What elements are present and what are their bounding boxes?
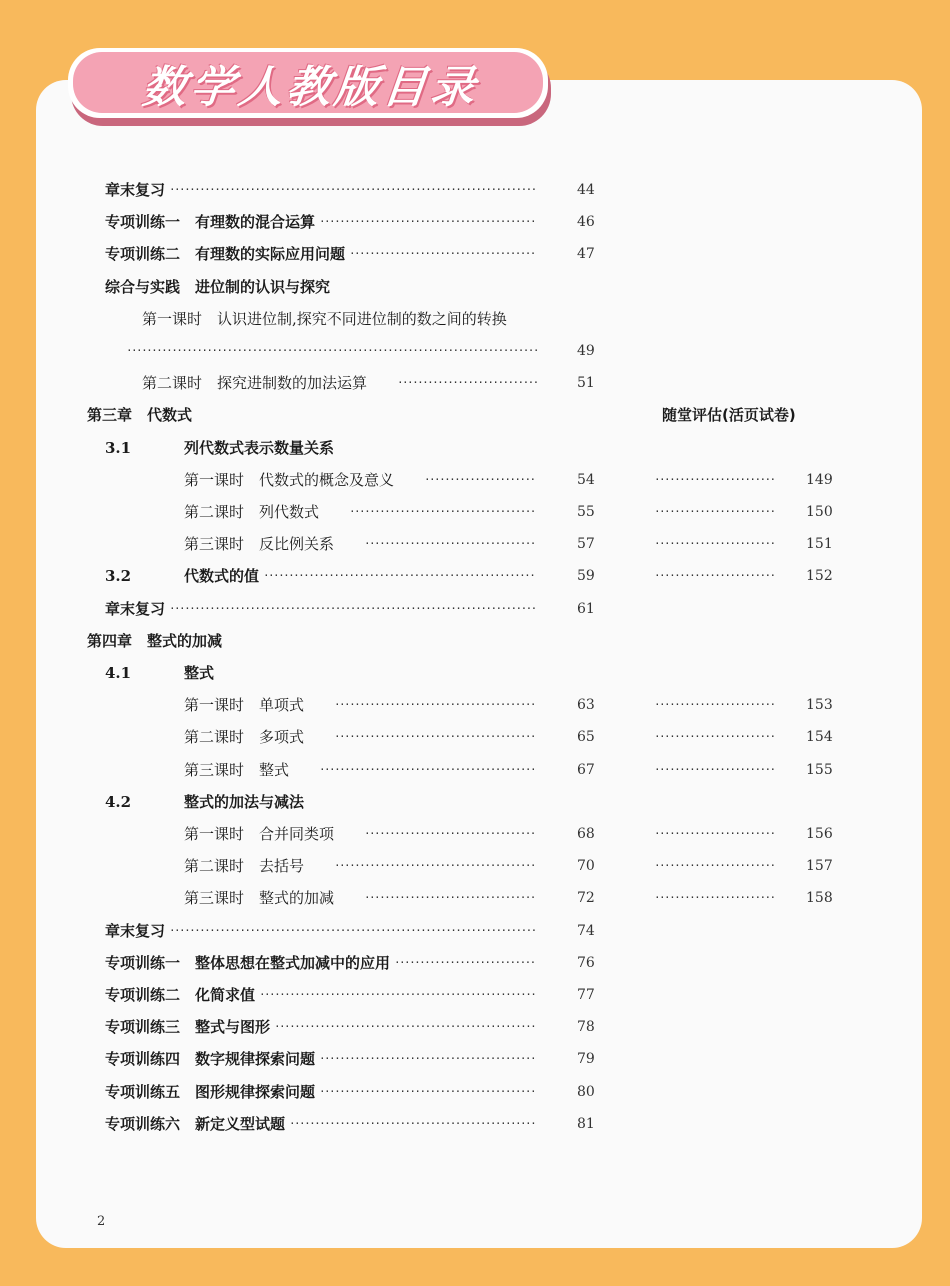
toc-entry[interactable] xyxy=(0,982,950,1008)
assessment-page-ref: 157 xyxy=(806,858,833,875)
toc-entry-label: 列代数式表示数量关系 xyxy=(184,438,335,457)
assessment-page-ref: 153 xyxy=(806,697,833,714)
leader-dots: ···························· xyxy=(397,376,538,390)
toc-entry-label: 第二课时 列代数式 xyxy=(184,503,320,521)
toc-entry-label: 第一课时 单项式 xyxy=(184,696,305,715)
toc-entry-label: 整式的加法与减法 xyxy=(184,792,305,811)
assessment-page-ref: 156 xyxy=(806,826,833,842)
assessment-page-ref: 151 xyxy=(806,536,833,553)
toc-entry[interactable] xyxy=(0,274,950,300)
page-number-ref: 44 xyxy=(577,182,595,198)
toc-entry[interactable] xyxy=(0,596,950,622)
toc-entry[interactable] xyxy=(0,1046,950,1072)
leader-dots: ················································· xyxy=(289,1116,536,1130)
toc-entry[interactable] xyxy=(0,467,950,493)
toc-entry[interactable] xyxy=(0,370,950,396)
page-number-ref: 65 xyxy=(577,729,595,746)
page-number-ref: 72 xyxy=(577,890,595,907)
toc-entry[interactable] xyxy=(0,177,950,203)
toc-entry[interactable] xyxy=(0,692,950,718)
toc-entry[interactable] xyxy=(0,918,950,944)
toc-entry[interactable] xyxy=(0,209,950,235)
leader-dots: ························ xyxy=(654,472,775,486)
toc-entry[interactable] xyxy=(0,435,950,461)
section-number: 3.2 xyxy=(105,567,132,586)
leader-dots: ······················································· xyxy=(259,988,536,1001)
leader-dots: ························ xyxy=(654,891,775,905)
page-number-ref: 79 xyxy=(577,1051,595,1068)
toc-entry-label: 专项训练二 有理数的实际应用问题 xyxy=(105,245,346,264)
leader-dots: ····································· xyxy=(349,247,535,261)
toc-entry-label: 章末复习 xyxy=(105,599,166,618)
leader-dots: ·································· xyxy=(364,827,535,840)
toc-entry-label: 章末复习 xyxy=(105,181,166,199)
assessment-page-ref: 150 xyxy=(806,504,833,520)
leader-dots: ························ xyxy=(654,537,775,551)
toc-entry-label: 专项训练一 整体思想在整式加减中的应用 xyxy=(105,953,391,972)
page-number-ref: 74 xyxy=(577,922,595,939)
leader-dots: ········································ xyxy=(334,698,535,712)
toc-entry-label: 专项训练四 数字规律探索问题 xyxy=(105,1050,316,1069)
page-number: 2 xyxy=(97,1214,106,1229)
toc-entry-label: 专项训练三 整式与图形 xyxy=(105,1018,271,1037)
toc-entry-label: 第三章 代数式 xyxy=(87,406,193,425)
leader-dots: ········································ xyxy=(334,730,535,744)
toc-entry-label: 第三课时 反比例关系 xyxy=(184,535,335,554)
leader-dots: ···················································· xyxy=(274,1020,536,1034)
leader-dots: ········································································· xyxy=(169,601,536,615)
leader-dots: ······················································ xyxy=(263,569,535,583)
page-number-ref: 67 xyxy=(577,761,595,778)
page-number-ref: 70 xyxy=(577,858,595,875)
toc-entry[interactable] xyxy=(0,821,950,847)
toc-entry[interactable] xyxy=(0,1111,950,1137)
leader-dots: ·················································································· xyxy=(126,344,538,357)
assessment-page-ref: 154 xyxy=(806,729,833,746)
leader-dots: ···························· xyxy=(394,955,535,969)
page-number-ref: 78 xyxy=(577,1019,595,1036)
page-number-ref: 59 xyxy=(577,568,595,585)
leader-dots: ························ xyxy=(654,859,775,873)
section-number: 3.1 xyxy=(105,438,132,457)
page-number-ref: 68 xyxy=(577,826,595,842)
toc-entry[interactable] xyxy=(0,885,950,911)
leader-dots: ········································································· xyxy=(169,923,536,937)
page-number-ref: 77 xyxy=(577,987,595,1003)
toc-entry-label: 整式 xyxy=(184,664,215,682)
toc-entry-label: 第三课时 整式 xyxy=(184,760,290,779)
right-column-header-text: 随堂评估(活页试卷) xyxy=(662,406,796,424)
toc-entry-label: 第二课时 去括号 xyxy=(184,857,305,876)
toc-entry-label: 专项训练一 有理数的混合运算 xyxy=(105,213,316,232)
toc-entry-label: 第四章 整式的加减 xyxy=(87,631,223,650)
page-number-ref: 80 xyxy=(577,1083,595,1100)
page-number-ref: 76 xyxy=(577,954,595,971)
page-number-ref: 47 xyxy=(577,246,595,263)
toc-entry[interactable] xyxy=(0,402,950,428)
toc-entry[interactable] xyxy=(0,853,950,879)
leader-dots: ··········································· xyxy=(319,1084,535,1098)
toc-entry-label: 第一课时 合并同类项 xyxy=(184,825,335,843)
leader-dots: ·································· xyxy=(364,891,535,905)
toc-entry[interactable] xyxy=(0,789,950,815)
assessment-page-ref: 149 xyxy=(806,471,833,488)
leader-dots: ····································· xyxy=(349,505,535,518)
leader-dots: ··········································· xyxy=(319,215,535,229)
leader-dots: ······················ xyxy=(424,472,535,486)
page-number-ref: 81 xyxy=(577,1115,595,1132)
toc-entry-label: 章末复习 xyxy=(105,921,166,940)
toc-entry-label: 第二课时 探究进制数的加法运算 xyxy=(142,374,368,393)
section-number: 4.2 xyxy=(105,792,132,811)
toc-entry[interactable] xyxy=(0,241,950,267)
page-number-ref: 63 xyxy=(577,697,595,714)
leader-dots: ························ xyxy=(654,827,775,840)
page-number-ref: 46 xyxy=(577,214,595,231)
leader-dots: ··········································· xyxy=(319,1052,535,1066)
toc-entry[interactable] xyxy=(0,1014,950,1040)
toc-entry-label: 第一课时 认识进位制,探究不同进位制的数之间的转换 xyxy=(142,309,507,328)
toc-entry[interactable] xyxy=(0,724,950,750)
leader-dots: ························ xyxy=(654,698,775,712)
toc-entry-label: 综合与实践 进位制的认识与探究 xyxy=(105,277,331,296)
page-number-ref: 61 xyxy=(577,600,595,617)
toc-entry[interactable] xyxy=(0,950,950,976)
page-title: 数学人教版目录 xyxy=(139,62,482,113)
leader-dots: ·································· xyxy=(364,537,535,551)
page-number-ref: 51 xyxy=(577,375,595,392)
toc-entry[interactable] xyxy=(0,499,950,525)
assessment-page-ref: 152 xyxy=(806,568,833,585)
toc-entry-label: 第三课时 整式的加减 xyxy=(184,889,335,908)
page-number-ref: 54 xyxy=(577,471,595,488)
leader-dots: ········································ xyxy=(334,859,535,873)
toc-entry-label: 第二课时 多项式 xyxy=(184,728,305,747)
toc-entry-label: 代数式的值 xyxy=(184,567,260,586)
toc-entry-label: 专项训练六 新定义型试题 xyxy=(105,1114,286,1133)
toc-entry[interactable] xyxy=(0,563,950,589)
section-number: 4.1 xyxy=(105,664,132,682)
page-number-ref: 55 xyxy=(577,504,595,520)
leader-dots: ········································································· xyxy=(169,183,536,196)
toc-entry[interactable] xyxy=(0,757,950,783)
page-number-ref: 57 xyxy=(577,536,595,553)
leader-dots: ························ xyxy=(654,505,775,518)
page-number-ref: 49 xyxy=(577,343,595,359)
toc-entry[interactable] xyxy=(0,306,950,332)
leader-dots: ························ xyxy=(654,762,775,776)
toc-entry[interactable] xyxy=(0,338,950,364)
leader-dots: ··········································· xyxy=(319,762,535,776)
toc-entry-label: 专项训练五 图形规律探索问题 xyxy=(105,1082,316,1101)
toc-entry[interactable] xyxy=(0,531,950,557)
toc-entry[interactable] xyxy=(0,628,950,654)
toc-entry-label: 专项训练二 化简求值 xyxy=(105,986,256,1004)
leader-dots: ························ xyxy=(654,730,775,744)
toc-entry[interactable] xyxy=(0,660,950,686)
toc-entry[interactable] xyxy=(0,1079,950,1105)
leader-dots: ························ xyxy=(654,569,775,583)
assessment-page-ref: 158 xyxy=(806,890,833,907)
assessment-page-ref: 155 xyxy=(806,761,833,778)
toc-entry-label: 第一课时 代数式的概念及意义 xyxy=(184,470,395,489)
